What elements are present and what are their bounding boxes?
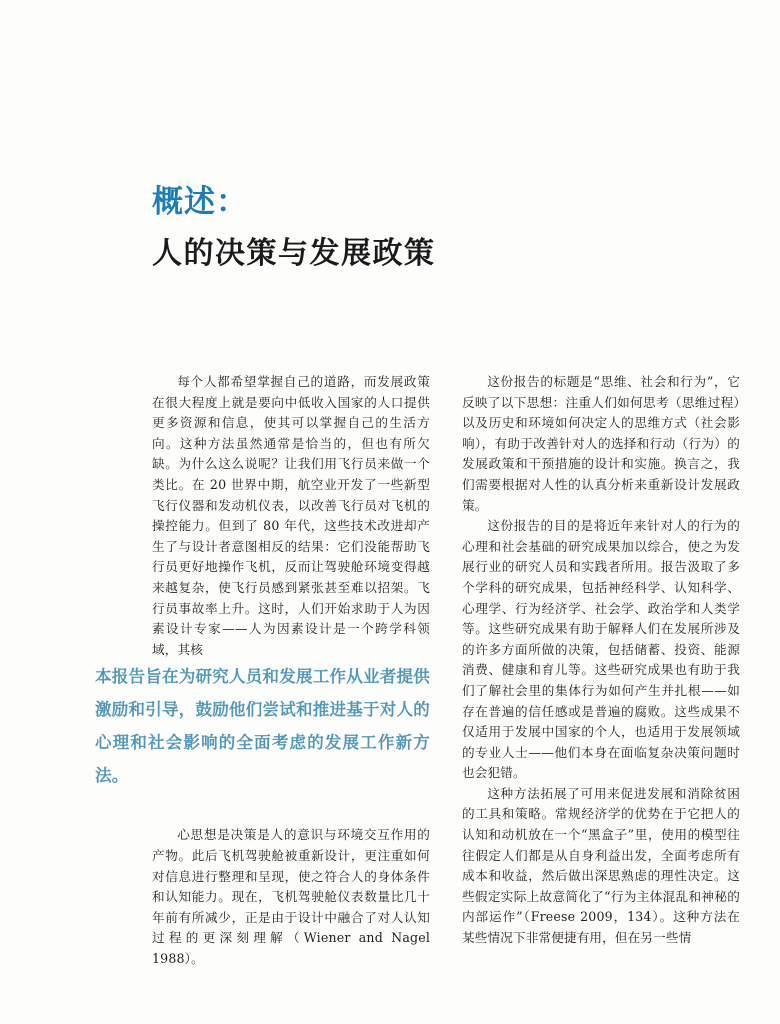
pullquote-highlight: 本报告旨在为研究人员和发展工作从业者提供激励和引导，鼓励他们尝试和推进基于对人的心理和社会影响的全面考虑的发展工作新方法。 [95,667,430,786]
page-title-main: 概述： [152,184,248,220]
paragraph: 这份报告的目的是将近年来针对人的行为的心理和社会基础的研究成果加以综合，使之为发展行业的研究人员和实践者所用。报告汲取了多个学科的研究成果，包括神经科学、认知科学、心理学、行为经济学、社会学、政治学和人类学等。这些研究成果有助于解释人们在发展所涉及的许多方面所做的决策，包括储蓄、投资、能源消费、健康和育儿等。这些研究成果也有助于我们了解社会里的集体行为如何产生并扎根——如存在普遍的信任感或是普遍的腐败。这些成果不仅适用于发展中国家的个人，也适用于发展领域的专业人士——他们本身在面临复杂决策问题时也会犯错。 [462,518,740,781]
page-title-subtitle: 人的决策与发展政策 [152,236,436,271]
paragraph: 这份报告的标题是“思维、社会和行为”，它反映了以下思想：注重人们如何思考（思维过程）以及历史和环境如何决定人的思维方式（社会影响），有助于改善针对人的选择和行动（行为）的发展政策和干预措施的设计和实施。换言之，我们需要根据对人性的认真分析来重新设计发展政策。 [462,374,740,513]
paragraph: 这种方法拓展了可用来促进发展和消除贫困的工具和策略。常规经济学的优势在于它把人的认知和动机放在一个“黑盒子”里，使用的模型往往假定人们都是从自身利益出发，全面考虑所有成本和收益，然后做出深思熟虑的理性决定。这些假定实际上故意简化了“行为主体混乱和神秘的内部运作”（Freese 2009，134）。这种方法在某些情况下非常便捷有用，但在另一些情 [462,785,740,946]
body-column-left [95,372,430,969]
paragraph: 每个人都希望掌握自己的道路，而发展政策在很大程度上就是要向中低收入国家的人口提供更多资源和信息，使其可以掌握自己的生活方向。这种方法虽然通常是恰当的，但也有所欠缺。为什么这么说呢？让我们用飞行员来做一个类比。在 20 世界中期，航空业开发了一些新型飞行仪器和发动机仪表，以改善飞行员对飞机的操控能力。但到了 80 年代，这些技术改进却产生了与设计者意图相反的结果：它们没能帮助飞行员更好地操作飞机，反而让驾驶舱环境变得越来越复杂，使飞行员感到紧张甚至难以招架。飞行员事故率上升。这时，人们开始求助于人为因素设计专家——人为因素设计是一个跨学科领域，其核 [152,374,430,657]
body-column-right [462,372,740,949]
page-title-block [152,182,572,274]
pullquote-spacer [95,660,430,825]
paragraph: 心思想是决策是人的意识与环境交互作用的产物。此后飞机驾驶舱被重新设计，更注重如何对信息进行整理和呈现，使之符合人的身体条件和认知能力。现在，飞机驾驶舱仪表数量比几十年前有所减少，正是由于设计中融合了对人认知过程的更深刻理解（Wiener and Nagel 1988）。 [152,827,430,966]
